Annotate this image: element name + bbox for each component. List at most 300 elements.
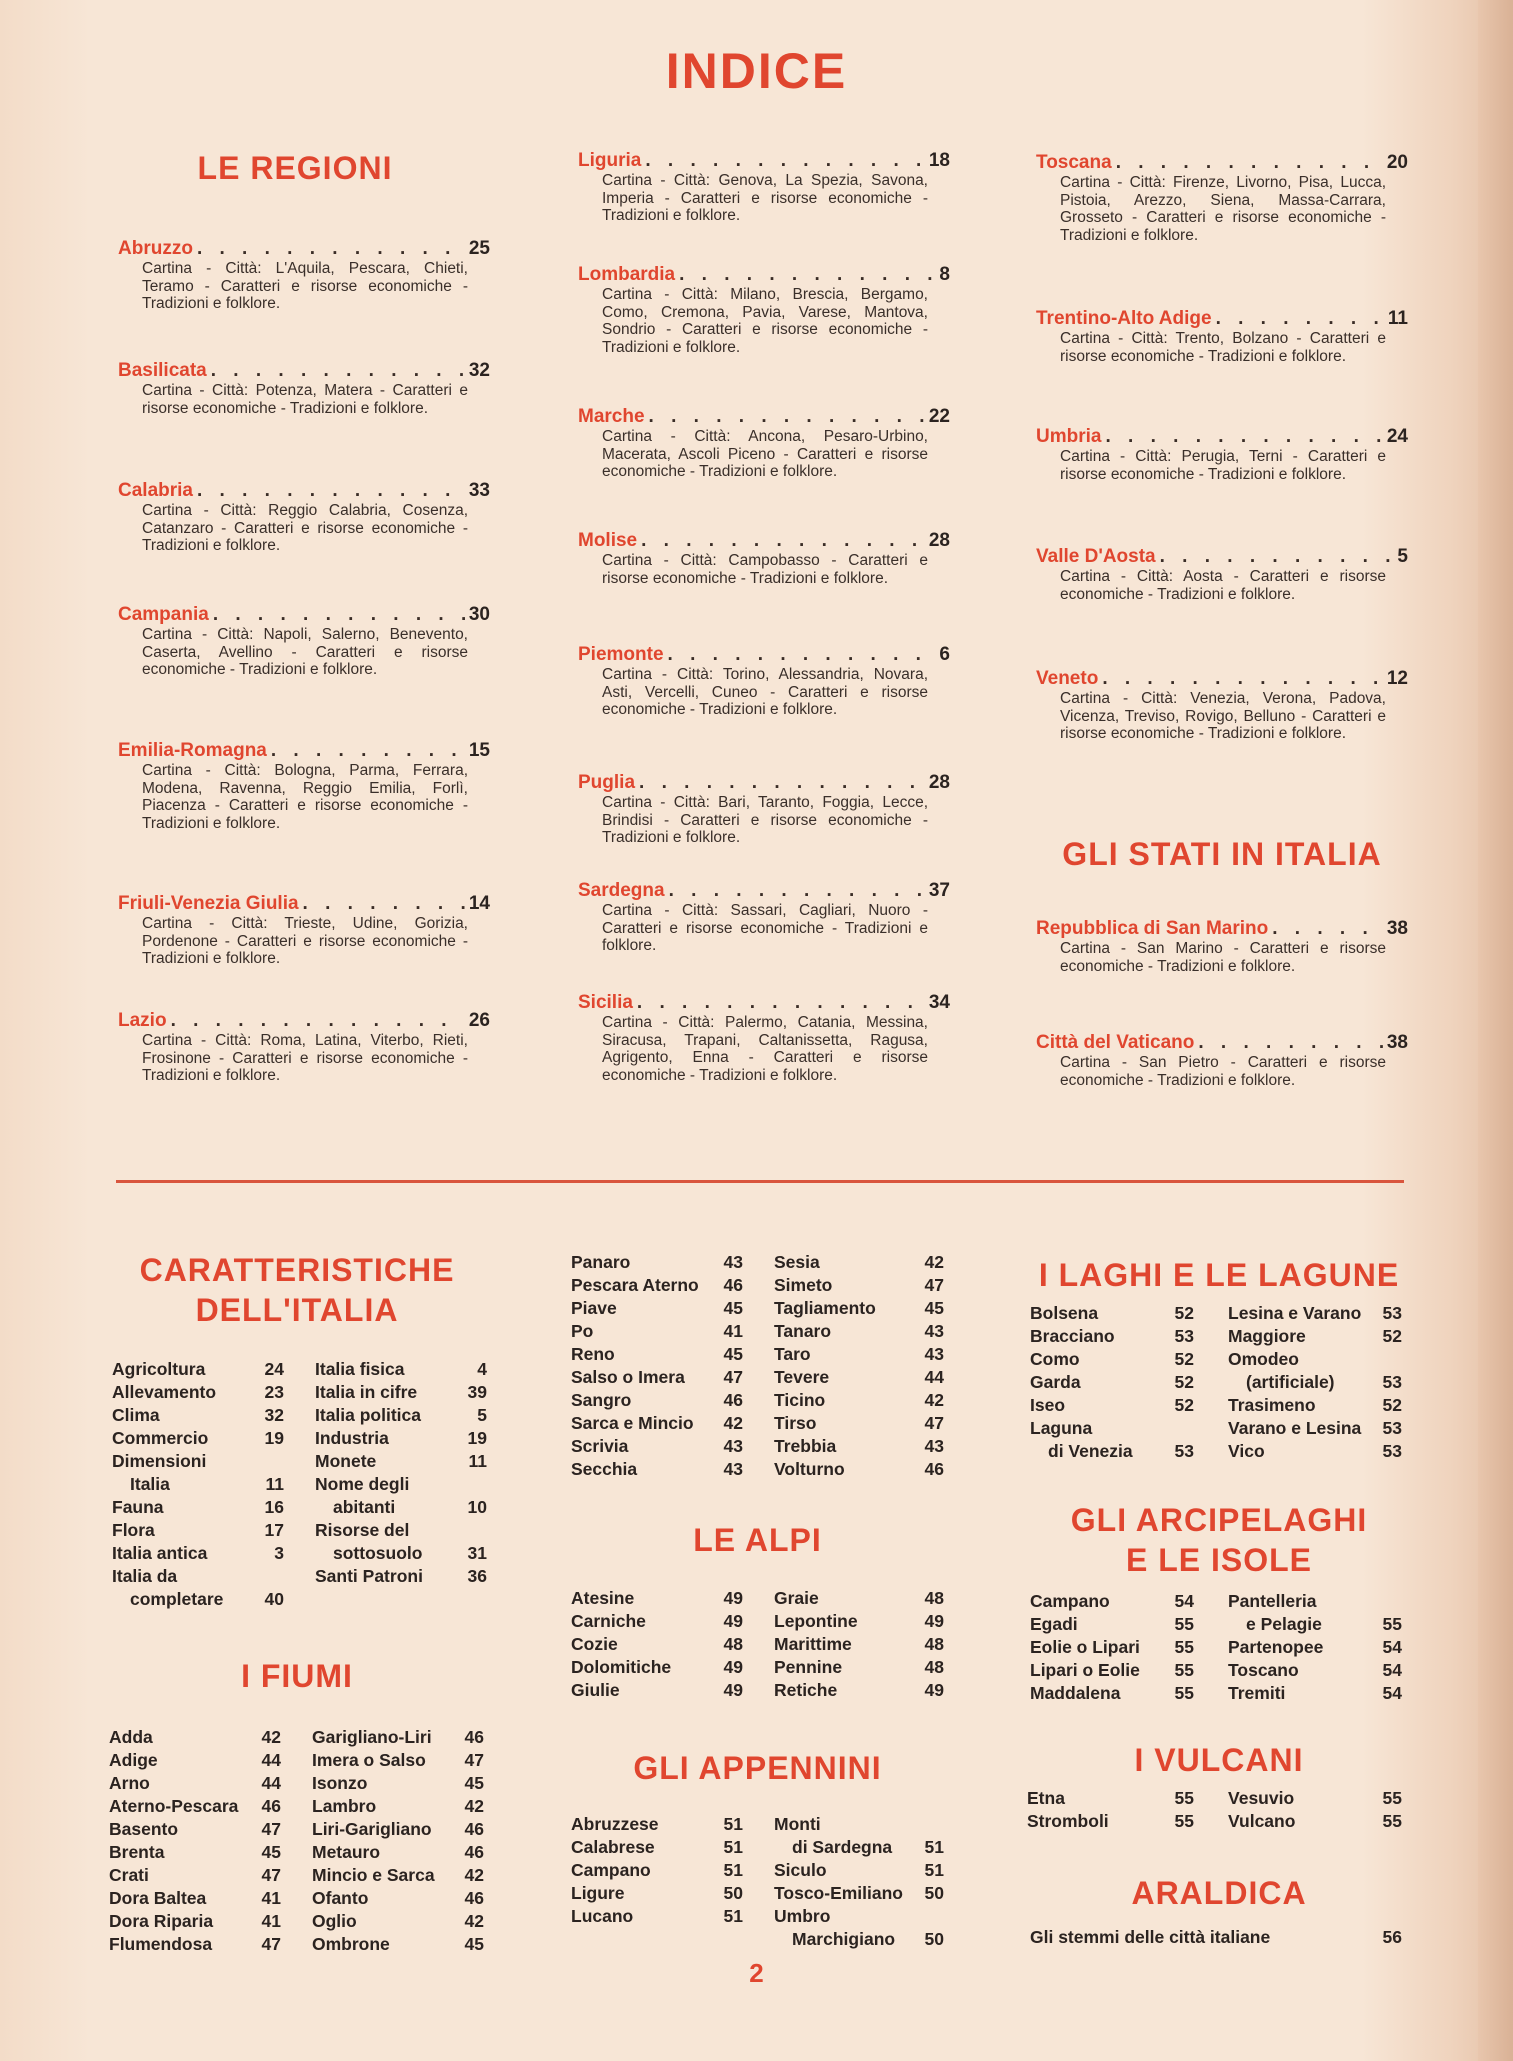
list-item <box>112 1427 284 1450</box>
list-item-page: 49 <box>723 1657 743 1677</box>
list-item-page: 49 <box>723 1611 743 1631</box>
list-item-label: di Sardegna <box>792 1837 893 1857</box>
list-item-label: Simeto <box>774 1275 833 1295</box>
region-description: Cartina - Città: Roma, Latina, Viterbo, Rieti, Frosinone - Caratteri e risorse economiche - Tradizioni e folklore. <box>142 1032 468 1084</box>
list-item-page: 50 <box>924 1929 944 1949</box>
region-description: Cartina - San Pietro - Caratteri e risorse economiche - Tradizioni e folklore. <box>1060 1054 1386 1089</box>
region-page: 38 <box>1386 918 1408 939</box>
list-item <box>774 1251 944 1274</box>
list-item-page: 55 <box>1174 1683 1194 1703</box>
region-page: 28 <box>928 530 950 551</box>
region-page: 15 <box>468 740 490 761</box>
list-item <box>1030 1613 1194 1636</box>
region-description: Cartina - Città: Ancona, Pesaro-Urbino, Macerata, Ascoli Piceno - Caratteri e risorse economiche - Tradizioni e folklore. <box>602 428 928 480</box>
list-item-label: Italia da <box>112 1566 178 1586</box>
leader-dots <box>1105 426 1382 448</box>
list-item <box>571 1610 743 1633</box>
fiumi-list-b <box>312 1726 484 1956</box>
list-item-page: 52 <box>1382 1326 1402 1346</box>
list-item-label: Toscano <box>1228 1660 1299 1680</box>
region-page: 14 <box>468 893 490 914</box>
region-page: 34 <box>928 992 950 1013</box>
region-description: Cartina - Città: Genova, La Spezia, Savona, Imperia - Caratteri e risorse economiche - Tradizioni e folklore. <box>602 172 928 224</box>
list-item <box>774 1366 944 1389</box>
list-item-label: Sangro <box>571 1390 632 1410</box>
region-page: 37 <box>928 880 950 901</box>
laghi-list-b <box>1228 1302 1402 1463</box>
leader-dots <box>679 264 935 286</box>
list-item-page: 10 <box>467 1497 487 1517</box>
list-item-label: Iseo <box>1030 1395 1066 1415</box>
list-item-page: 36 <box>467 1566 487 1586</box>
list-item-page: 11 <box>265 1474 284 1494</box>
list-item <box>315 1358 487 1381</box>
list-item-label: Salso o Imera <box>571 1367 685 1387</box>
list-item-page: 55 <box>1174 1637 1194 1657</box>
list-item-page: 45 <box>723 1298 743 1318</box>
list-item-label: Tagliamento <box>774 1298 876 1318</box>
list-item <box>315 1496 487 1519</box>
region-entry <box>1036 152 1408 244</box>
list-item-label: Pennine <box>774 1657 843 1677</box>
stati-heading: GLI STATI IN ITALIA <box>1062 836 1382 872</box>
region-description: Cartina - Città: Venezia, Verona, Padova, Vicenza, Treviso, Rovigo, Belluno - Caratteri e risorse economiche - Tradizioni e folklore. <box>1060 690 1386 742</box>
list-item-page: 42 <box>261 1727 281 1747</box>
region-page: 38 <box>1386 1032 1408 1053</box>
list-item-label: Arno <box>109 1773 150 1793</box>
list-item <box>109 1933 281 1956</box>
region-entry-head <box>578 992 950 1014</box>
list-item <box>571 1882 743 1905</box>
page-spine <box>1478 0 1513 2061</box>
region-name: Lombardia <box>578 264 676 285</box>
list-item <box>109 1726 281 1749</box>
list-item-label: Aterno-Pescara <box>109 1796 239 1816</box>
list-item-page: 46 <box>924 1459 944 1479</box>
list-item-page: 50 <box>924 1883 944 1903</box>
region-entry-head <box>578 644 950 666</box>
caratteristiche-list-left <box>112 1358 284 1611</box>
list-item-label: Trebbia <box>774 1436 837 1456</box>
list-item-page: 49 <box>723 1680 743 1700</box>
fiumi-list-a <box>109 1726 281 1956</box>
region-entry-head <box>118 360 490 382</box>
leader-dots <box>171 1010 465 1032</box>
list-item-label: Siculo <box>774 1860 827 1880</box>
list-item-label: Lesina e Varano <box>1228 1303 1362 1323</box>
list-item <box>112 1358 284 1381</box>
region-description: Cartina - Città: Napoli, Salerno, Benevento, Caserta, Avellino - Caratteri e risorse economiche - Tradizioni e folklore. <box>142 626 468 678</box>
list-item-page: 32 <box>264 1405 284 1425</box>
region-entry-head <box>1036 308 1408 330</box>
list-item <box>1228 1590 1402 1613</box>
caratteristiche-list-right <box>315 1358 487 1588</box>
region-entry <box>118 740 490 832</box>
region-entry <box>578 264 950 356</box>
region-entry-head <box>578 772 950 794</box>
list-item <box>571 1297 743 1320</box>
regioni-heading: LE REGIONI <box>197 150 393 186</box>
list-item-label: Commercio <box>112 1428 209 1448</box>
laghi-list-a <box>1030 1302 1194 1463</box>
list-item-page: 43 <box>723 1459 743 1479</box>
list-item <box>774 1633 944 1656</box>
list-item <box>112 1588 284 1611</box>
list-item-page: 51 <box>723 1906 743 1926</box>
list-item-page: 46 <box>464 1888 484 1908</box>
list-item-page: 55 <box>1174 1811 1194 1831</box>
list-item-label: Scrivia <box>571 1436 629 1456</box>
list-item-label: Basento <box>109 1819 179 1839</box>
list-item <box>774 1836 944 1859</box>
list-item-label: abitanti <box>333 1497 396 1517</box>
list-item-label: Agricoltura <box>112 1359 206 1379</box>
list-item <box>315 1381 487 1404</box>
list-item-label: Metauro <box>312 1842 381 1862</box>
list-item-page: 53 <box>1174 1326 1194 1346</box>
list-item-label: Brenta <box>109 1842 165 1862</box>
list-item-label: Piave <box>571 1298 617 1318</box>
list-item <box>571 1836 743 1859</box>
region-description: Cartina - Città: Palermo, Catania, Messina, Siracusa, Trapani, Caltanissetta, Ragusa, Agrigento, Enna - Caratteri e risorse economiche - Tradizioni e folklore. <box>602 1014 928 1084</box>
list-item-page: 17 <box>264 1520 284 1540</box>
list-item-label: Ombrone <box>312 1934 390 1954</box>
list-item <box>774 1928 944 1951</box>
list-item <box>571 1679 743 1702</box>
region-entry-head <box>578 150 950 172</box>
list-item-page: 42 <box>924 1252 944 1272</box>
list-item <box>315 1450 487 1473</box>
list-item-label: Lipari o Eolie <box>1030 1660 1140 1680</box>
region-page: 12 <box>1386 668 1408 689</box>
list-item-page: 47 <box>261 1934 281 1954</box>
alpi-list-b <box>774 1587 944 1702</box>
region-description: Cartina - Città: Trento, Bolzano - Caratteri e risorse economiche - Tradizioni e folklore. <box>1060 330 1386 365</box>
list-item <box>109 1818 281 1841</box>
list-item-label: Etna <box>1027 1788 1065 1808</box>
list-item-page: 47 <box>464 1750 484 1770</box>
list-item-page: 47 <box>924 1275 944 1295</box>
region-entry <box>1036 1032 1408 1089</box>
region-entry <box>578 150 950 225</box>
region-entry <box>118 893 490 968</box>
list-item-label: Tosco-Emiliano <box>774 1883 903 1903</box>
list-item-page: 53 <box>1382 1418 1402 1438</box>
list-item-page: 24 <box>264 1359 284 1379</box>
list-item-page: 47 <box>261 1865 281 1885</box>
list-item-label: Mincio e Sarca <box>312 1865 435 1885</box>
region-entry-head <box>578 530 950 552</box>
list-item-label: Tanaro <box>774 1321 832 1341</box>
leader-dots <box>668 644 936 666</box>
list-item <box>312 1726 484 1749</box>
caratteristiche-heading-1: CARATTERISTICHE <box>139 1252 455 1288</box>
list-item-label: Bracciano <box>1030 1326 1115 1346</box>
list-item <box>1228 1302 1402 1325</box>
list-item-page: 43 <box>924 1436 944 1456</box>
list-item-label: Giulie <box>571 1680 620 1700</box>
region-entry-head <box>118 740 490 762</box>
region-page: 32 <box>468 360 490 381</box>
list-item-label: Vesuvio <box>1228 1788 1295 1808</box>
list-item-label: Clima <box>112 1405 160 1425</box>
fiumi-list-d <box>774 1251 944 1481</box>
region-entry <box>1036 668 1408 743</box>
list-item-page: 47 <box>924 1413 944 1433</box>
list-item <box>1030 1394 1194 1417</box>
list-item <box>112 1473 284 1496</box>
laghi-heading: I LAGHI E LE LAGUNE <box>1038 1257 1400 1293</box>
list-item <box>109 1887 281 1910</box>
list-item <box>112 1450 284 1473</box>
region-entry <box>578 644 950 719</box>
list-item-page: 48 <box>723 1634 743 1654</box>
list-item-label: Flumendosa <box>109 1934 213 1954</box>
list-item <box>571 1412 743 1435</box>
list-item-label: Monti <box>774 1814 821 1834</box>
leader-dots <box>641 530 925 552</box>
list-item <box>109 1749 281 1772</box>
list-item-page: 42 <box>464 1796 484 1816</box>
list-item-label: Lepontine <box>774 1611 858 1631</box>
list-item-page: 54 <box>1382 1660 1402 1680</box>
list-item-label: Calabrese <box>571 1837 655 1857</box>
list-item-label: Po <box>571 1321 594 1341</box>
list-item-label: Trasimeno <box>1228 1395 1316 1415</box>
region-entry <box>118 480 490 555</box>
list-item-page: 45 <box>464 1934 484 1954</box>
list-item <box>312 1818 484 1841</box>
list-item-page: 23 <box>264 1382 284 1402</box>
list-item-page: 49 <box>723 1588 743 1608</box>
list-item-label: Italia antica <box>112 1543 208 1563</box>
list-item-label: Varano e Lesina <box>1228 1418 1362 1438</box>
list-item <box>1228 1613 1402 1636</box>
list-item-label: Adige <box>109 1750 158 1770</box>
list-item-page: 46 <box>464 1819 484 1839</box>
list-item-page: 51 <box>924 1860 944 1880</box>
region-name: Città del Vaticano <box>1036 1032 1195 1053</box>
list-item <box>1228 1440 1402 1463</box>
list-item <box>112 1542 284 1565</box>
list-item-page: 46 <box>723 1390 743 1410</box>
region-description: Cartina - Città: Firenze, Livorno, Pisa, Lucca, Pistoia, Arezzo, Siena, Massa-Carrara, Grosseto - Caratteri e risorse economiche - Tradizioni e folklore. <box>1060 174 1386 244</box>
region-name: Molise <box>578 530 638 551</box>
region-name: Emilia-Romagna <box>118 740 267 761</box>
list-item-page: 48 <box>924 1657 944 1677</box>
region-entry-head <box>1036 1032 1408 1054</box>
list-item-page: 45 <box>261 1842 281 1862</box>
region-page: 11 <box>1387 308 1408 329</box>
list-item <box>1228 1348 1402 1371</box>
list-item-label: Sarca e Mincio <box>571 1413 694 1433</box>
region-name: Piemonte <box>578 644 664 665</box>
list-item <box>315 1565 487 1588</box>
leader-dots <box>1116 152 1383 174</box>
list-item-page: 46 <box>723 1275 743 1295</box>
list-item <box>1228 1325 1402 1348</box>
list-item <box>1228 1810 1402 1833</box>
list-item-label: Lambro <box>312 1796 377 1816</box>
list-item-label: Dora Baltea <box>109 1888 207 1908</box>
list-item-page: 42 <box>924 1390 944 1410</box>
list-item-label: Italia <box>130 1474 170 1494</box>
list-item <box>1030 1440 1194 1463</box>
page-number: 2 <box>749 1958 764 1988</box>
list-item <box>571 1587 743 1610</box>
list-item <box>1228 1394 1402 1417</box>
list-item-label: Oglio <box>312 1911 357 1931</box>
appennini-list-a <box>571 1813 743 1928</box>
region-entry <box>578 772 950 847</box>
list-item <box>1228 1417 1402 1440</box>
list-item-page: 51 <box>723 1814 743 1834</box>
leader-dots <box>645 150 925 172</box>
fiumi-list-c <box>571 1251 743 1481</box>
list-item-label: Pescara Aterno <box>571 1275 699 1295</box>
region-description: Cartina - Città: L'Aquila, Pescara, Chieti, Teramo - Caratteri e risorse economiche - Tradizioni e folklore. <box>142 260 468 312</box>
list-item <box>109 1864 281 1887</box>
region-page: 28 <box>928 772 950 793</box>
region-description: Cartina - Città: Perugia, Terni - Caratteri e risorse economiche - Tradizioni e folklore. <box>1060 448 1386 483</box>
list-item-page: 55 <box>1382 1811 1402 1831</box>
list-item <box>315 1427 487 1450</box>
list-item-page: 52 <box>1174 1303 1194 1323</box>
list-item-label: di Venezia <box>1048 1441 1133 1461</box>
vulcani-heading: I VULCANI <box>1134 1742 1304 1778</box>
region-name: Abruzzo <box>118 238 193 259</box>
list-item <box>571 1859 743 1882</box>
list-item-label: Crati <box>109 1865 149 1885</box>
list-item <box>1228 1659 1402 1682</box>
list-item <box>774 1656 944 1679</box>
list-item-label: Campano <box>571 1860 651 1880</box>
list-item-label: Tirso <box>774 1413 817 1433</box>
list-item <box>315 1404 487 1427</box>
list-item-label: Vico <box>1228 1441 1265 1461</box>
region-page: 33 <box>468 480 490 501</box>
list-item-page: 51 <box>924 1837 944 1857</box>
region-description: Cartina - Città: Bologna, Parma, Ferrara, Modena, Ravenna, Reggio Emilia, Forlì, Piacenza - Caratteri e risorse economiche - Tradizioni e folklore. <box>142 762 468 832</box>
list-item-label: Sesia <box>774 1252 820 1272</box>
list-item-page: 43 <box>723 1436 743 1456</box>
leader-dots <box>639 772 925 794</box>
list-item <box>571 1274 743 1297</box>
list-item <box>571 1320 743 1343</box>
arcipelaghi-list-b <box>1228 1590 1402 1705</box>
region-description: Cartina - Città: Aosta - Caratteri e risorse economiche - Tradizioni e folklore. <box>1060 568 1386 603</box>
list-item <box>112 1381 284 1404</box>
caratteristiche-heading-2: DELL'ITALIA <box>195 1292 399 1328</box>
list-item <box>774 1389 944 1412</box>
list-item <box>774 1882 944 1905</box>
region-page: 5 <box>1397 546 1408 567</box>
region-entry <box>1036 308 1408 365</box>
list-item-page: 31 <box>467 1543 487 1563</box>
list-item <box>1228 1682 1402 1705</box>
list-item-page: 55 <box>1382 1788 1402 1808</box>
list-item <box>112 1519 284 1542</box>
list-item-page: 54 <box>1382 1637 1402 1657</box>
list-item-label: Dora Riparia <box>109 1911 214 1931</box>
list-item <box>112 1565 284 1588</box>
region-entry <box>578 530 950 587</box>
list-item-label: Secchia <box>571 1459 638 1479</box>
region-description: Cartina - San Marino - Caratteri e risorse economiche - Tradizioni e folklore. <box>1060 940 1386 975</box>
list-item-label: Dimensioni <box>112 1451 207 1471</box>
list-item-page: 3 <box>274 1543 284 1563</box>
list-item-label: Atesine <box>571 1588 635 1608</box>
list-item-label: Santi Patroni <box>315 1566 423 1586</box>
region-page: 26 <box>468 1010 490 1031</box>
leader-dots <box>213 604 465 626</box>
list-item-page: 53 <box>1382 1303 1402 1323</box>
list-item <box>774 1813 944 1836</box>
leader-dots <box>1102 668 1383 690</box>
region-entry <box>1036 426 1408 483</box>
list-item-page: 42 <box>464 1865 484 1885</box>
region-name: Campania <box>118 604 209 625</box>
list-item <box>774 1435 944 1458</box>
list-item-label: Tremiti <box>1228 1683 1286 1703</box>
leader-dots <box>637 992 925 1014</box>
list-item-label: Laguna <box>1030 1418 1093 1438</box>
list-item <box>774 1458 944 1481</box>
list-item-page: 46 <box>464 1727 484 1747</box>
list-item <box>774 1274 944 1297</box>
region-name: Marche <box>578 406 645 427</box>
region-entry-head <box>1036 426 1408 448</box>
list-item <box>1030 1371 1194 1394</box>
region-name: Veneto <box>1036 668 1099 689</box>
list-item-label: Stromboli <box>1027 1811 1109 1831</box>
list-item <box>774 1412 944 1435</box>
list-item-label: Graie <box>774 1588 819 1608</box>
region-entry-head <box>118 893 490 915</box>
list-item-page: 42 <box>464 1911 484 1931</box>
list-item-page: 42 <box>723 1413 743 1433</box>
list-item-page: 46 <box>464 1842 484 1862</box>
list-item <box>774 1679 944 1702</box>
list-item-label: Ticino <box>774 1390 826 1410</box>
list-item-page: 47 <box>723 1367 743 1387</box>
list-item-label: Vulcano <box>1228 1811 1296 1831</box>
list-item-page: 16 <box>264 1497 284 1517</box>
list-item <box>312 1933 484 1956</box>
list-item-label: Italia fisica <box>315 1359 405 1379</box>
list-item-page: 52 <box>1174 1349 1194 1369</box>
list-item <box>571 1905 743 1928</box>
region-page: 6 <box>939 644 950 665</box>
vulcani-list-b <box>1228 1787 1402 1833</box>
region-name: Basilicata <box>118 360 207 381</box>
list-item-label: Volturno <box>774 1459 845 1479</box>
leader-dots <box>303 893 465 915</box>
region-description: Cartina - Città: Torino, Alessandria, Novara, Asti, Vercelli, Cuneo - Caratteri e risorse economiche - Tradizioni e folklore. <box>602 666 928 718</box>
region-page: 8 <box>939 264 950 285</box>
region-name: Sardegna <box>578 880 665 901</box>
region-page: 24 <box>1386 426 1408 447</box>
list-item <box>774 1343 944 1366</box>
appennini-heading: GLI APPENNINI <box>633 1750 882 1786</box>
list-item-page: 54 <box>1382 1683 1402 1703</box>
list-item-label: Garda <box>1030 1372 1081 1392</box>
region-entry-head <box>118 480 490 502</box>
leader-dots <box>211 360 465 382</box>
region-name: Friuli-Venezia Giulia <box>118 893 299 914</box>
list-item-label: Omodeo <box>1228 1349 1299 1369</box>
leader-dots <box>1198 1032 1382 1054</box>
